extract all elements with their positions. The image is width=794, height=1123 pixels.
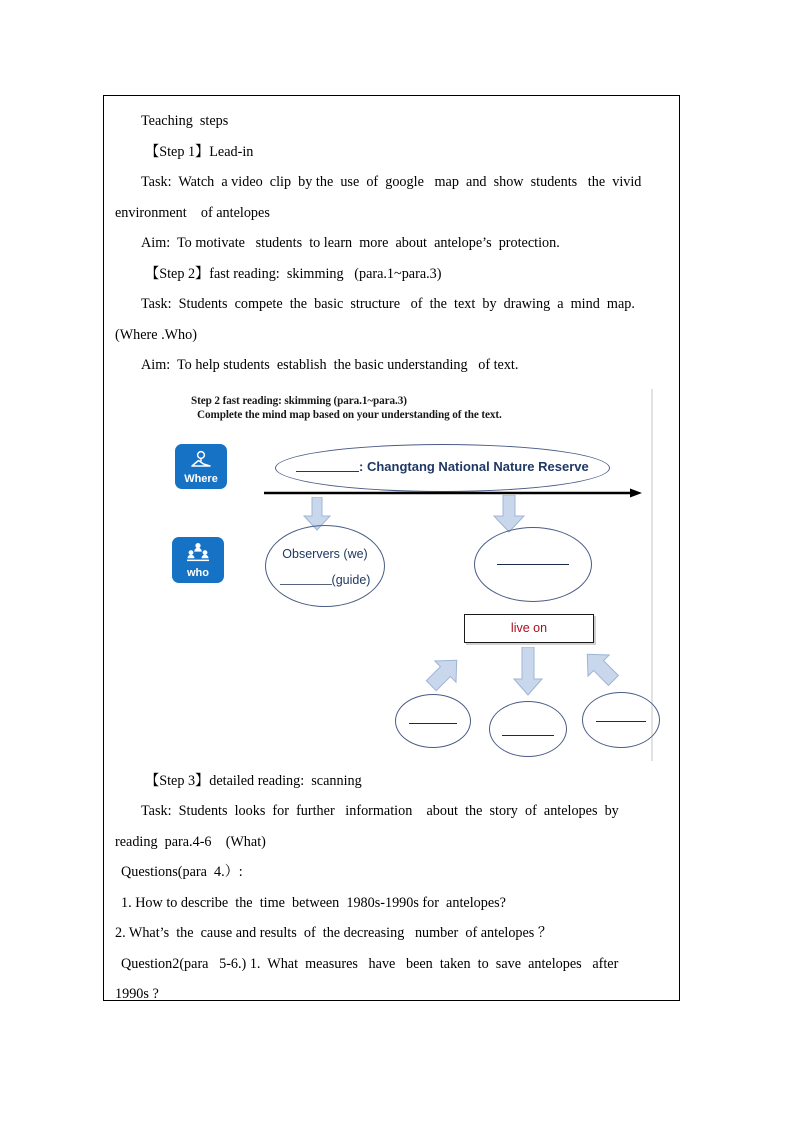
oval-where-label: : Changtang National Nature Reserve xyxy=(359,458,589,474)
block-arrow-down-center xyxy=(512,647,544,702)
step2-aim: Aim: To help students establish the basic understanding of text. xyxy=(141,357,519,373)
oval-where-text-row xyxy=(296,459,589,474)
oval-right-empty xyxy=(474,527,592,602)
bottom-oval-2 xyxy=(489,701,567,757)
blank-line-bottom-1 xyxy=(409,723,457,724)
questions-header: Questions(para 4.）: xyxy=(121,864,243,880)
slide-title-line1: Step 2 fast reading: skimming (para.1~para.3) xyxy=(191,394,407,407)
step3-task-line1: Task: Students looks for further information about the story of antelopes by xyxy=(141,803,619,819)
badge-where-label: Where xyxy=(184,472,218,485)
step3-heading: 【Step 3】detailed reading: scanning xyxy=(145,772,362,789)
step1-task-line1: Task: Watch a video clip by the use of google map and show students the vivid xyxy=(141,174,642,190)
oval-who-line2 xyxy=(266,573,384,587)
blank-line-bottom-3 xyxy=(596,721,646,722)
oval-who-line1: Observers (we) xyxy=(282,546,368,561)
oval-who-answer xyxy=(265,525,385,607)
document-body xyxy=(104,96,679,1000)
question-set-2: Question2(para 5-6.) 1. What measures have been taken to save antelopes after xyxy=(121,955,619,972)
badge-where xyxy=(175,444,227,489)
step3-task-line2: reading para.4-6 (What) xyxy=(115,833,266,850)
question-2: 2. What’s the cause and results of the decreasing number of antelopes ？ xyxy=(115,925,553,941)
bottom-oval-3 xyxy=(582,692,660,748)
question-set-2-cont: 1990s ? xyxy=(115,986,159,1002)
oval-who-guide-label: (guide) xyxy=(331,572,371,587)
badge-who-label: who xyxy=(187,566,209,579)
badge-who xyxy=(172,537,224,583)
question-1: 1. How to describe the time between 1980s-1990s for antelopes? xyxy=(121,894,506,911)
step1-heading: 【Step 1】Lead-in xyxy=(145,143,254,160)
slide-title-line2: Complete the mind map based on your understanding of the text. xyxy=(197,408,502,421)
blank-line-right-oval xyxy=(497,564,569,565)
people-group-icon xyxy=(172,542,224,563)
block-arrow-diagonal-right xyxy=(577,644,623,695)
location-pin-icon xyxy=(175,449,227,469)
step2-heading: 【Step 2】fast reading: skimming (para.1~para.3) xyxy=(145,265,442,282)
step1-aim: Aim: To motivate students to learn more about antelope’s protection. xyxy=(141,235,560,251)
blank-line-bottom-2 xyxy=(502,735,554,736)
oval-where-answer xyxy=(275,444,610,492)
blank-line-where xyxy=(296,459,359,472)
live-on-label: live on xyxy=(510,621,548,635)
page-title: Teaching steps xyxy=(141,113,229,129)
bottom-oval-1 xyxy=(395,694,471,748)
mind-map-slide xyxy=(112,387,670,762)
step1-task-line2: environment of antelopes xyxy=(115,204,270,221)
block-arrow-diagonal-left xyxy=(422,651,466,700)
step2-task-line2: (Where .Who) xyxy=(115,326,197,343)
blank-line-guide xyxy=(280,573,332,585)
document-page-frame xyxy=(103,95,680,1001)
step2-task-line1: Task: Students compete the basic structure of the text by drawing a mind map. xyxy=(141,296,635,312)
live-on-box xyxy=(464,614,594,643)
